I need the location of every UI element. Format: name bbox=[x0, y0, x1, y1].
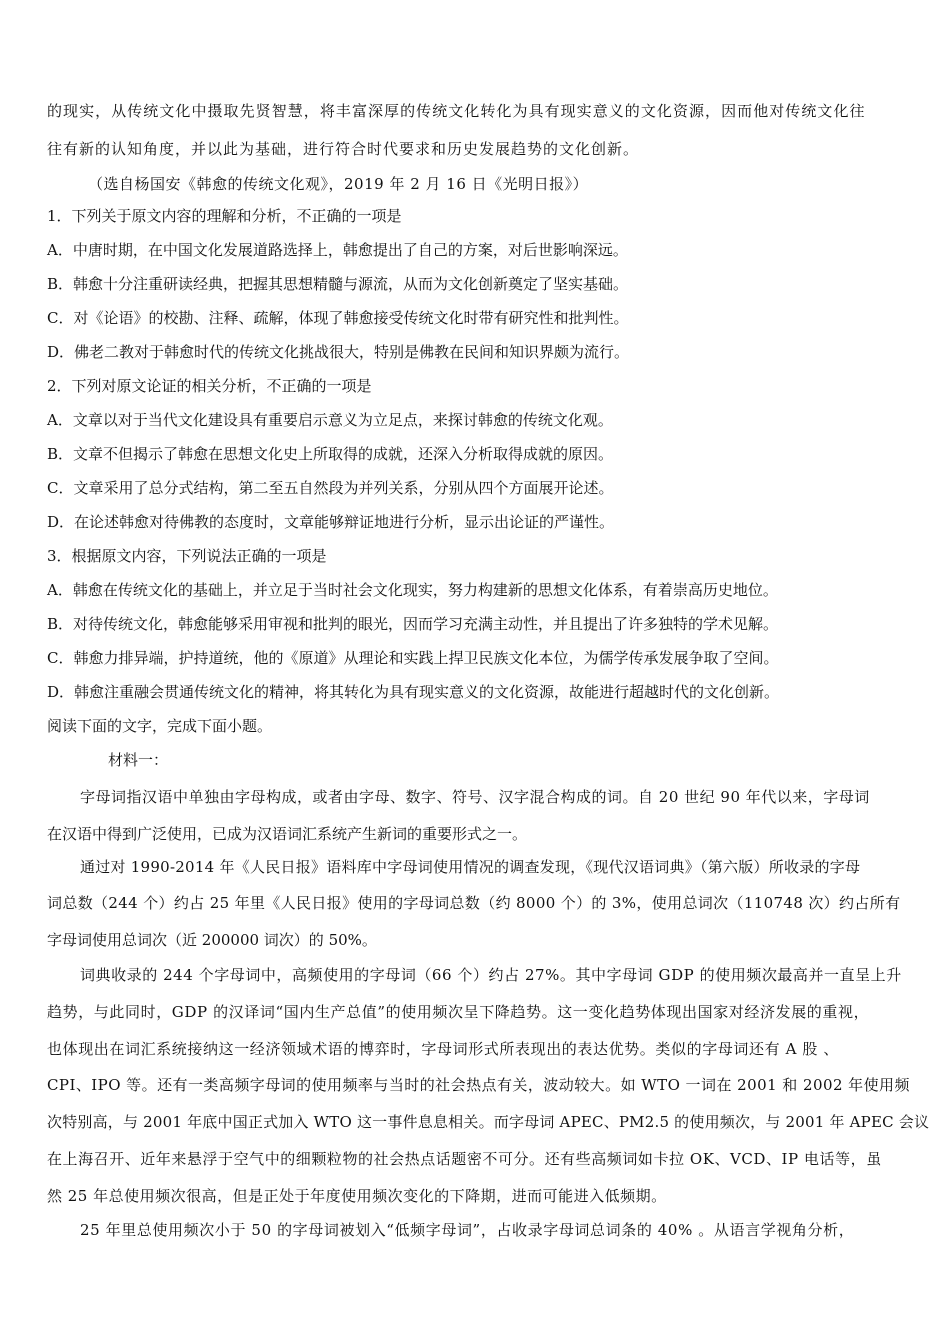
paragraph-3-line-4: CPI、IPO 等。还有一类高频字母词的使用频率与当时的社会热点有关，波动较大。如 WTO 一词在 2001 和 2002 年使用频 bbox=[47, 1076, 910, 1094]
passage1-source: （选自杨国安《韩愈的传统文化观》，2019 年 2 月 16 日《光明日报》） bbox=[88, 175, 589, 193]
paragraph-3-line-5: 次特别高，与 2001 年底中国正式加入 WTO 这一事件息息相关。而字母词 APEC、PM2.5 的使用频次，与 2001 年 APEC 会议 bbox=[47, 1113, 930, 1131]
paragraph-2-line-1: 通过对 1990-2014 年《人民日报》语料库中字母词使用情况的调查发现，《现代汉语词典》（第六版）所收录的字母 bbox=[80, 858, 861, 876]
paragraph-1-line-1: 字母词指汉语中单独由字母构成，或者由字母、数字、符号、汉字混合构成的词。自 20 世纪 90 年代以来，字母词 bbox=[80, 788, 870, 806]
question-2-stem: 2．下列对原文论证的相关分析，不正确的一项是 bbox=[47, 377, 372, 395]
reading-instruction: 阅读下面的文字，完成下面小题。 bbox=[47, 717, 273, 735]
paragraph-1-line-2: 在汉语中得到广泛使用，已成为汉语词汇系统产生新词的重要形式之一。 bbox=[47, 825, 528, 843]
question-1-option-d: D．佛老二教对于韩愈时代的传统文化挑战很大，特别是佛教在民间和知识界颇为流行。 bbox=[47, 343, 630, 361]
question-2-option-a: A．文章以对于当代文化建设具有重要启示意义为立足点，来探讨韩愈的传统文化观。 bbox=[47, 411, 613, 429]
paragraph-4-line-1: 25 年里总使用频次小于 50 的字母词被划入“低频字母词”，占收录字母词总词条的 40% 。从语言学视角分析， bbox=[80, 1221, 855, 1239]
paragraph-3-line-3: 也体现出在词汇系统接纳这一经济领域术语的博弈时，字母词形式所表现出的表达优势。类似的字母词还有 A 股 、 bbox=[47, 1040, 839, 1058]
paragraph-2-line-3: 字母词使用总词次（近 200000 词次）的 50%。 bbox=[47, 931, 377, 949]
question-2-option-c: C．文章采用了总分式结构，第二至五自然段为并列关系，分别从四个方面展开论述。 bbox=[47, 479, 614, 497]
paragraph-3-line-2: 趋势，与此同时，GDP 的汉译词“国内生产总值”的使用频次呈下降趋势。这一变化趋势体现出国家对经济发展的重视， bbox=[47, 1003, 870, 1021]
paragraph-3-line-7: 然 25 年总使用频次很高，但是正处于年度使用频次变化的下降期，进而可能进入低频期。 bbox=[47, 1187, 667, 1205]
question-1-stem: 1．下列关于原文内容的理解和分析，不正确的一项是 bbox=[47, 207, 402, 225]
question-1-option-a: A．中唐时期，在中国文化发展道路选择上，韩愈提出了自己的方案，对后世影响深远。 bbox=[47, 241, 628, 259]
question-3-option-a: A．韩愈在传统文化的基础上，并立足于当时社会文化现实，努力构建新的思想文化体系，有着崇高历史地位。 bbox=[47, 581, 778, 599]
question-3-option-d: D．韩愈注重融会贯通传统文化的精神，将其转化为具有现实意义的文化资源，故能进行超越时代的文化创新。 bbox=[47, 683, 780, 701]
paragraph-2-line-2: 词总数（244 个）约占 25 年里《人民日报》使用的字母词总数（约 8000 个）的 3%，使用总词次（110748 次）约占所有 bbox=[47, 894, 901, 912]
question-2-option-d: D．在论述韩愈对待佛教的态度时，文章能够辩证地进行分析，显示出论证的严谨性。 bbox=[47, 513, 615, 531]
question-3-option-b: B．对待传统文化，韩愈能够采用审视和批判的眼光，因而学习充满主动性，并且提出了许多独特的学术见解。 bbox=[47, 615, 779, 633]
passage1-line-1: 的现实，从传统文化中摄取先贤智慧，将丰富深厚的传统文化转化为具有现实意义的文化资源，因而他对传统文化往 bbox=[47, 102, 866, 120]
question-3-stem: 3．根据原文内容，下列说法正确的一项是 bbox=[47, 547, 327, 565]
question-2-option-b: B．文章不但揭示了韩愈在思想文化史上所取得的成就，还深入分析取得成就的原因。 bbox=[47, 445, 614, 463]
question-3-option-c: C．韩愈力排异端，护持道统，他的《原道》从理论和实践上捍卫民族文化本位，为儒学传承发展争取了空间。 bbox=[47, 649, 779, 667]
paragraph-3-line-6: 在上海召开、近年来悬浮于空气中的细颗粒物的社会热点话题密不可分。还有些高频词如卡拉 OK、VCD、IP 电话等，虽 bbox=[47, 1150, 882, 1168]
question-1-option-c: C．对《论语》的校勘、注释、疏解，体现了韩愈接受传统文化时带有研究性和批判性。 bbox=[47, 309, 629, 327]
passage1-line-2: 往有新的认知角度，并以此为基础，进行符合时代要求和历史发展趋势的文化创新。 bbox=[47, 140, 640, 158]
material-label: 材料一： bbox=[108, 751, 169, 769]
question-1-option-b: B．韩愈十分注重研读经典，把握其思想精髓与源流，从而为文化创新奠定了坚实基础。 bbox=[47, 275, 629, 293]
paragraph-3-line-1: 词典收录的 244 个字母词中，高频使用的字母词（66 个）约占 27%。其中字母词 GDP 的使用频次最高并一直呈上升 bbox=[80, 966, 902, 984]
